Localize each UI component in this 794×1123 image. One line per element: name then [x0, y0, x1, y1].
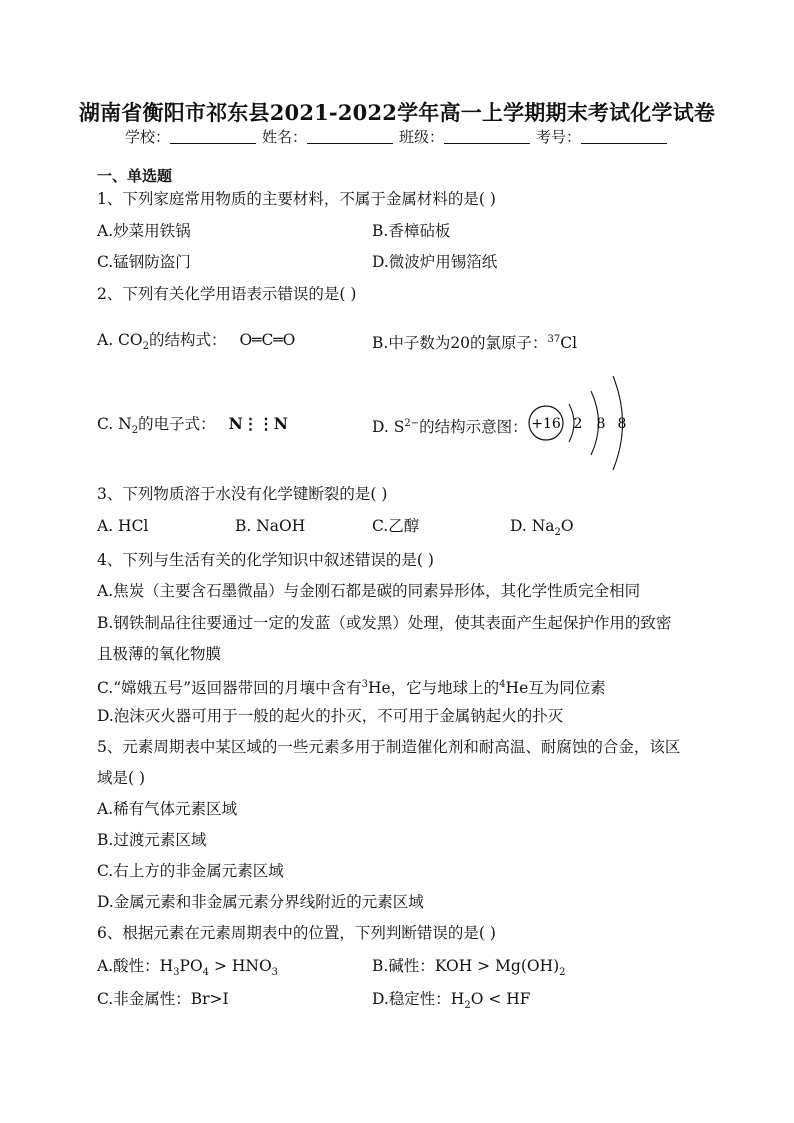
question-3-option-b: B. NaOH [235, 517, 306, 535]
question-3-option-a: A. HCl [97, 517, 149, 535]
question-1-option-d: D.微波炉用锡箔纸 [372, 253, 498, 271]
school-blank [170, 129, 256, 144]
question-6-option-c: C.非金属性：Br>I [97, 990, 229, 1008]
question-4-stem: 4、下列与生活有关的化学知识中叙述错误的是( ) [97, 551, 434, 569]
option-c-prefix: C. N [97, 415, 132, 433]
question-3-option-d [510, 516, 574, 543]
question-1-option-a: A.炒菜用铁锅 [97, 222, 191, 240]
question-4-option-a: A.焦炭（主要含石墨微晶）与金刚石都是碳的同素异形体，其化学性质完全相同 [97, 582, 641, 600]
question-5-option-d: D.金属元素和非金属元素分界线附近的元素区域 [97, 893, 424, 911]
option-d-prefix: D. S [372, 418, 405, 437]
question-5-option-c: C.右上方的非金属元素区域 [97, 862, 284, 880]
mass-number: 37 [547, 334, 561, 345]
chlorine-symbol: Cl [560, 334, 578, 353]
question-5-stem-line-1: 5、元素周期表中某区域的一些元素多用于制造催化剂和耐高温、耐腐蚀的合金，该区 [97, 738, 681, 756]
option-d-text: 的结构示意图： [419, 418, 528, 437]
subscript: 2 [142, 341, 149, 353]
option-c-text: 的电子式： [138, 415, 216, 433]
subscript: 4 [202, 967, 210, 979]
shell-electrons-1: 2 [573, 416, 583, 432]
option-d-prefix: D. Na [510, 517, 555, 535]
question-2-option-a [97, 330, 295, 357]
mass-number: 3 [361, 679, 368, 690]
subscript: 3 [271, 967, 279, 979]
name-blank [307, 129, 393, 144]
option-d-text-end: O < HF [470, 990, 531, 1008]
option-c-text: C.“嫦娥五号”返回器带回的月壤中含有 [97, 679, 362, 698]
question-4-option-c [97, 675, 606, 698]
question-6-option-a [97, 956, 278, 983]
question-5-stem-line-2: 域是( ) [97, 769, 146, 787]
option-a-text-end: > HNO [209, 957, 272, 975]
exam-no-label: 考号： [536, 128, 582, 146]
question-4-option-d: D.泡沫灭火器可用于一般的起火的扑灭，不可用于金属钠起火的扑灭 [97, 707, 564, 725]
option-b-text: B.碱性：KOH > Mg(OH) [372, 957, 560, 975]
option-a-text-mid: PO [179, 957, 203, 975]
option-a-text: A.酸性：H [97, 957, 174, 975]
question-1-option-b: B.香樟砧板 [372, 222, 451, 240]
question-2-option-b [372, 330, 577, 353]
question-3-stem: 3、下列物质溶于水没有化学键断裂的是( ) [97, 485, 388, 503]
question-6-option-b [372, 956, 566, 983]
question-2-stem: 2、下列有关化学用语表示错误的是( ) [97, 285, 357, 303]
shell-electrons-3: 8 [617, 416, 627, 432]
question-6-option-d [372, 989, 531, 1016]
section-title: 一、单选题 [97, 167, 173, 185]
subscript: 2 [554, 527, 561, 539]
question-2-option-c [97, 414, 288, 441]
option-a-prefix: A. CO [97, 331, 143, 349]
question-6-stem: 6、根据元素在元素周期表中的位置，下列判断错误的是( ) [97, 924, 496, 942]
ion-charge: 2− [404, 418, 420, 429]
class-label: 班级： [399, 128, 445, 146]
subscript: 2 [464, 1000, 471, 1012]
option-d-suffix: O [560, 517, 574, 535]
student-info-line [0, 126, 794, 147]
school-label: 学校： [124, 128, 170, 146]
option-b-text: B.中子数为20的氯原子： [372, 334, 548, 353]
option-c-text-mid: He，它与地球上的 [367, 679, 500, 698]
question-2-option-d [372, 414, 528, 437]
page-title: 湖南省衡阳市祁东县2021-2022学年高一上学期期末考试化学试卷 [78, 100, 716, 125]
class-blank [444, 129, 530, 144]
nucleus-charge: +16 [531, 416, 561, 432]
sulfide-ion-structure-diagram [522, 372, 642, 472]
n2-electron-formula: N⋮⋮N [228, 414, 288, 433]
question-1-stem: 1、下列家庭常用物质的主要材料，不属于金属材料的是( ) [97, 190, 496, 208]
question-1-option-c: C.锰钢防盗门 [97, 253, 191, 271]
question-3-option-c: C.乙醇 [372, 517, 420, 535]
option-c-text-end: He互为同位素 [505, 679, 606, 698]
option-d-text: D.稳定性：H [372, 990, 465, 1008]
subscript: 2 [559, 967, 566, 979]
question-4-option-b-line-1: B.钢铁制品往往要通过一定的发蓝（或发黑）处理，使其表面产生起保护作用的致密 [97, 614, 672, 632]
co2-structural-formula: O═C═O [239, 331, 296, 349]
question-5-option-a: A.稀有气体元素区域 [97, 800, 238, 818]
subscript: 2 [131, 425, 139, 437]
question-4-option-b-line-2: 且极薄的氧化物膜 [97, 645, 222, 663]
option-a-text: 的结构式： [149, 331, 227, 349]
exam-no-blank [581, 129, 667, 144]
mass-number: 4 [499, 679, 506, 690]
name-label: 姓名： [261, 128, 307, 146]
question-5-option-b: B.过渡元素区域 [97, 831, 207, 849]
shell-electrons-2: 8 [596, 416, 606, 432]
subscript: 3 [173, 967, 180, 979]
